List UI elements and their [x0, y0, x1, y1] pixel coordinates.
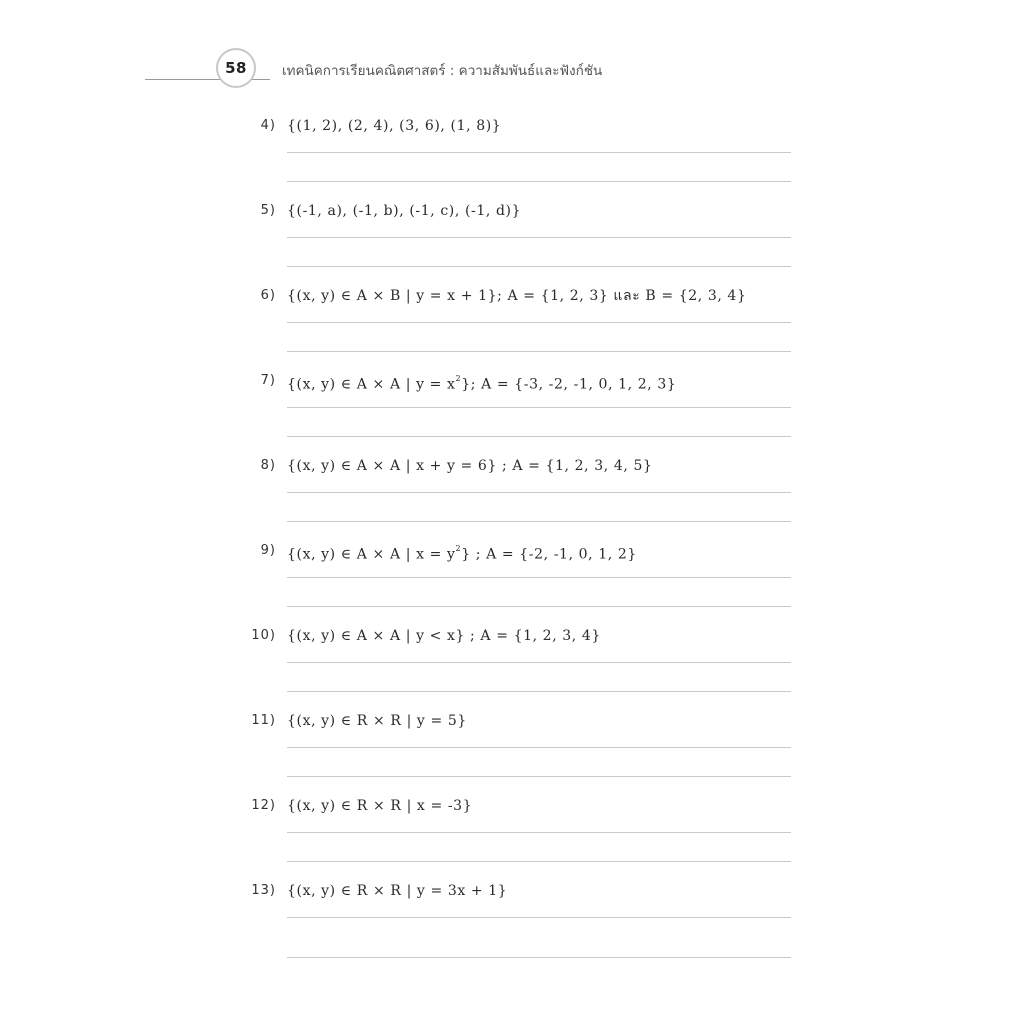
exercise-expression: {(x, y) ∈ A × B | y = x + 1}; A = {1, 2, 3} และ B = {2, 3, 4} [287, 288, 747, 304]
expression-part: }; A = {-3, -2, -1, 0, 1, 2, 3} [461, 376, 677, 393]
expression-part: {(x, y) ∈ A × A | x = y [287, 546, 456, 563]
expression-part: {(x, y) ∈ A × A | y = x [287, 376, 456, 393]
exercise-number: 5) [260, 203, 276, 218]
answer-line[interactable] [287, 266, 791, 267]
answer-line[interactable] [287, 691, 791, 692]
answer-line[interactable] [287, 492, 791, 493]
exercise-expression [287, 542, 637, 564]
answer-line[interactable] [287, 407, 791, 408]
exercise-number: 9) [260, 543, 276, 558]
exercise-item [0, 372, 1024, 458]
answer-line[interactable] [287, 861, 791, 862]
expression-part: } ; A = {-2, -1, 0, 1, 2} [461, 546, 637, 563]
exercise-expression: {(1, 2), (2, 4), (3, 6), (1, 8)} [287, 118, 502, 134]
exercise-item [0, 712, 1024, 798]
exercise-number: 4) [260, 118, 276, 133]
answer-line[interactable] [287, 237, 791, 238]
running-title: เทคนิคการเรียนคณิตศาสตร์ : ความสัมพันธ์และฟังก์ชัน [282, 63, 603, 79]
answer-line[interactable] [287, 747, 791, 748]
exercise-expression [287, 372, 676, 394]
exponent: 2 [455, 544, 462, 553]
exercise-item [0, 627, 1024, 713]
exercise-item [0, 117, 1024, 203]
exercise-number: 10) [251, 628, 276, 643]
exercise-item [0, 287, 1024, 373]
answer-line[interactable] [287, 181, 791, 182]
exercise-expression: {(x, y) ∈ A × A | y < x} ; A = {1, 2, 3, 4} [287, 628, 601, 644]
page-number-badge [216, 48, 256, 88]
exercise-item [0, 882, 1024, 968]
page-header [0, 0, 1024, 100]
answer-line[interactable] [287, 832, 791, 833]
exercise-expression: {(x, y) ∈ R × R | y = 5} [287, 713, 467, 729]
answer-line[interactable] [287, 917, 791, 918]
exercise-number: 8) [260, 458, 276, 473]
exercise-expression: {(-1, a), (-1, b), (-1, c), (-1, d)} [287, 203, 522, 219]
answer-line[interactable] [287, 351, 791, 352]
answer-line[interactable] [287, 577, 791, 578]
exercise-item [0, 542, 1024, 628]
exponent: 2 [455, 374, 462, 383]
exercise-expression: {(x, y) ∈ A × A | x + y = 6} ; A = {1, 2, 3, 4, 5} [287, 458, 653, 474]
exercise-item [0, 202, 1024, 288]
exercise-item [0, 797, 1024, 883]
answer-line[interactable] [287, 322, 791, 323]
exercise-expression: {(x, y) ∈ R × R | x = -3} [287, 798, 473, 814]
page-number: 58 [225, 59, 247, 77]
answer-line[interactable] [287, 521, 791, 522]
exercise-expression: {(x, y) ∈ R × R | y = 3x + 1} [287, 883, 508, 899]
answer-line[interactable] [287, 776, 791, 777]
exercise-item [0, 457, 1024, 543]
exercise-number: 13) [251, 883, 276, 898]
answer-line[interactable] [287, 957, 791, 958]
answer-line[interactable] [287, 606, 791, 607]
exercise-number: 7) [260, 373, 276, 388]
answer-line[interactable] [287, 152, 791, 153]
exercise-number: 11) [251, 713, 276, 728]
answer-line[interactable] [287, 662, 791, 663]
answer-line[interactable] [287, 436, 791, 437]
exercise-number: 6) [260, 288, 276, 303]
exercise-number: 12) [251, 798, 276, 813]
